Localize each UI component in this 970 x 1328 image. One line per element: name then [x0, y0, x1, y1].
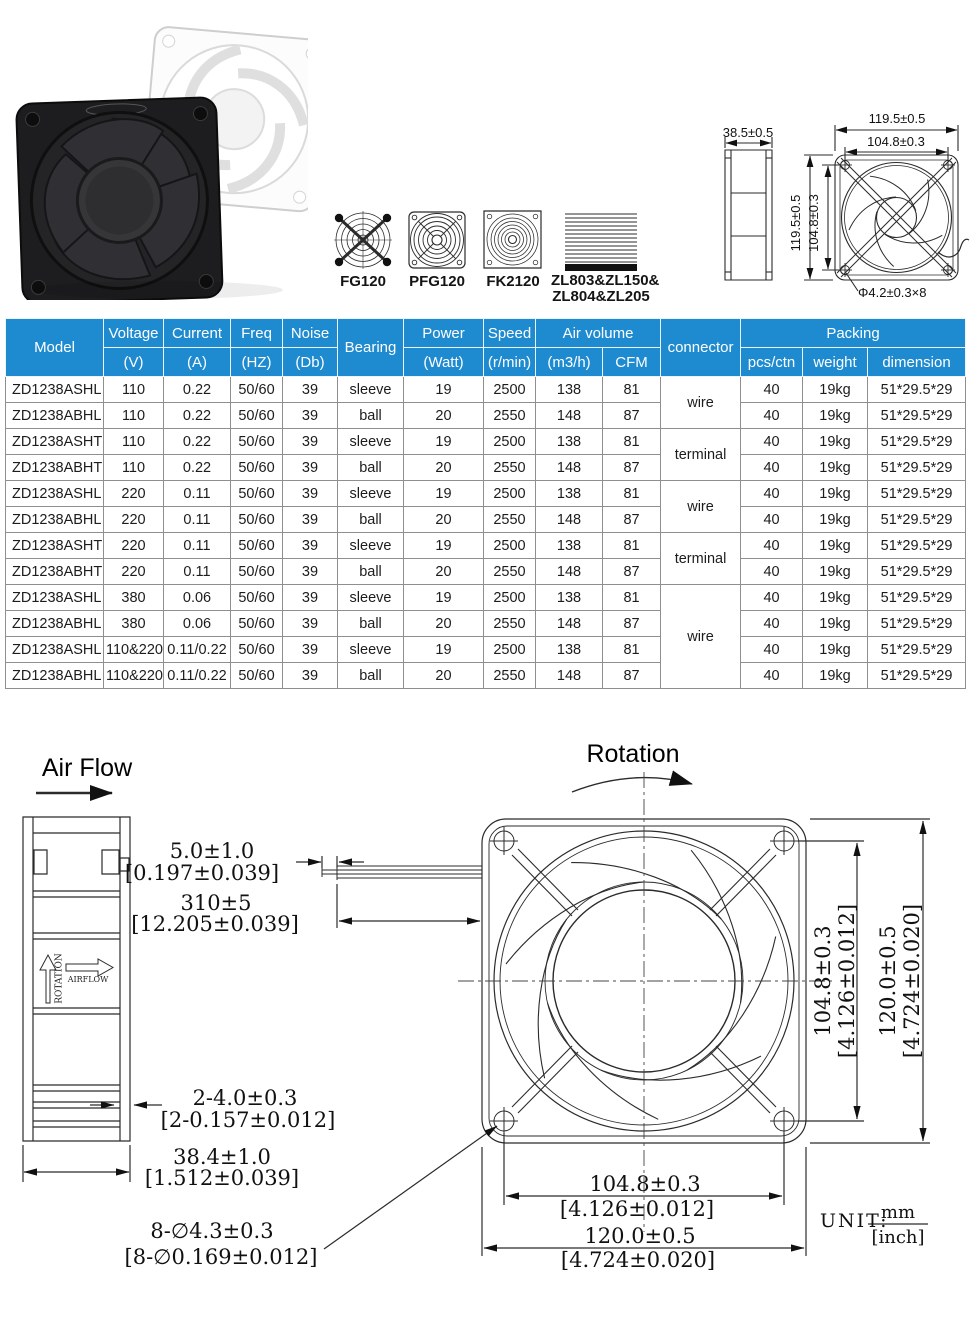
cell-model: ZD1238ABHT	[6, 559, 104, 585]
cell-voltage: 110	[104, 455, 164, 481]
mounting-holes-small	[838, 158, 955, 277]
cell-m3h: 138	[536, 429, 603, 455]
cell-dim: 51*29.5*29	[868, 637, 966, 663]
cell-speed: 2550	[484, 403, 536, 429]
header-power-unit: (Watt)	[404, 348, 484, 377]
dim-hole-pitch-width: 104.8±0.3	[867, 134, 925, 149]
cell-pcs: 40	[741, 507, 803, 533]
cell-speed: 2500	[484, 637, 536, 663]
cell-weight: 19kg	[803, 403, 868, 429]
cell-pcs: 40	[741, 455, 803, 481]
cell-cfm: 81	[603, 585, 661, 611]
plastic-grill-icon	[409, 212, 465, 268]
cell-model: ZD1238ASHL	[6, 377, 104, 403]
filter-stack-icon	[565, 214, 637, 271]
dim-hole-pitch-h-mm: 104.8±0.3	[589, 1172, 701, 1196]
rotation-side-label: ROTATION	[54, 953, 65, 1004]
cell-connector: wire	[661, 585, 741, 689]
cell-model: ZD1238ASHL	[6, 637, 104, 663]
header-current: Current	[164, 319, 231, 348]
cell-speed: 2550	[484, 507, 536, 533]
cell-current: 0.11	[164, 559, 231, 585]
cell-freq: 50/60	[231, 585, 283, 611]
cell-bearing: sleeve	[338, 481, 404, 507]
dim-wire-mm: 310±5	[180, 891, 252, 915]
spec-table	[5, 318, 966, 689]
cell-power: 20	[404, 611, 484, 637]
cell-weight: 19kg	[803, 533, 868, 559]
cell-dim: 51*29.5*29	[868, 403, 966, 429]
accessory-label-zl-line2: ZL804&ZL205	[552, 288, 650, 305]
cell-current: 0.11	[164, 507, 231, 533]
dim-holes-mm: 8-∅4.3±0.3	[150, 1219, 274, 1243]
cell-power: 20	[404, 455, 484, 481]
cell-dim: 51*29.5*29	[868, 533, 966, 559]
cell-freq: 50/60	[231, 559, 283, 585]
cell-voltage: 110	[104, 377, 164, 403]
cell-model: ZD1238ABHL	[6, 403, 104, 429]
cell-current: 0.11	[164, 533, 231, 559]
cell-bearing: sleeve	[338, 585, 404, 611]
unit-inch: [inch]	[871, 1227, 925, 1248]
unit-mm: mm	[880, 1202, 916, 1223]
cell-current: 0.22	[164, 455, 231, 481]
cell-pcs: 40	[741, 403, 803, 429]
cell-power: 19	[404, 429, 484, 455]
cell-power: 19	[404, 637, 484, 663]
dim-hole-pitch-h-inch: [4.126±0.012]	[559, 1197, 715, 1221]
dim-frame-v-mm: 120.0±0.5	[876, 925, 900, 1037]
cell-power: 20	[404, 559, 484, 585]
dim-depth-inch: [1.512±0.039]	[144, 1166, 300, 1190]
header-speed-unit: (r/min)	[484, 348, 536, 377]
cell-pcs: 40	[741, 637, 803, 663]
header-voltage-unit: (V)	[104, 348, 164, 377]
cell-m3h: 138	[536, 533, 603, 559]
table-row	[6, 559, 966, 585]
cell-cfm: 81	[603, 533, 661, 559]
cell-pcs: 40	[741, 377, 803, 403]
cell-dim: 51*29.5*29	[868, 611, 966, 637]
wire-grill-icon	[334, 211, 392, 269]
cell-dim: 51*29.5*29	[868, 429, 966, 455]
cell-pcs: 40	[741, 585, 803, 611]
lead-wires	[322, 864, 482, 880]
cell-cfm: 87	[603, 611, 661, 637]
cell-noise: 39	[283, 611, 338, 637]
cell-model: ZD1238ASHT	[6, 429, 104, 455]
table-row	[6, 403, 966, 429]
cell-pcs: 40	[741, 533, 803, 559]
dim-frame-width: 119.5±0.5	[868, 111, 926, 126]
cell-bearing: ball	[338, 559, 404, 585]
rotation-arc-arrow	[572, 778, 692, 792]
accessory-label-fk2120: FK2120	[486, 273, 540, 290]
cell-bearing: ball	[338, 611, 404, 637]
cell-power: 20	[404, 507, 484, 533]
cell-power: 20	[404, 663, 484, 689]
cell-m3h: 138	[536, 377, 603, 403]
header-weight: weight	[803, 348, 868, 377]
cell-voltage: 220	[104, 481, 164, 507]
cell-connector: wire	[661, 481, 741, 533]
cell-connector: wire	[661, 377, 741, 429]
table-row	[6, 507, 966, 533]
dim-frame-v-inch: [4.724±0.020]	[900, 903, 924, 1059]
cell-bearing: ball	[338, 455, 404, 481]
cell-weight: 19kg	[803, 377, 868, 403]
header-pcs: pcs/ctn	[741, 348, 803, 377]
header-air-volume: Air volume	[536, 319, 661, 348]
cell-cfm: 87	[603, 663, 661, 689]
cell-noise: 39	[283, 663, 338, 689]
cell-bearing: ball	[338, 403, 404, 429]
cell-bearing: sleeve	[338, 637, 404, 663]
cell-model: ZD1238ABHL	[6, 611, 104, 637]
cell-dim: 51*29.5*29	[868, 481, 966, 507]
cell-current: 0.22	[164, 377, 231, 403]
header-freq: Freq	[231, 319, 283, 348]
header-noise: Noise	[283, 319, 338, 348]
table-row	[6, 429, 966, 455]
table-row	[6, 637, 966, 663]
cell-weight: 19kg	[803, 637, 868, 663]
header-dimension: dimension	[868, 348, 966, 377]
table-row	[6, 533, 966, 559]
cell-noise: 39	[283, 533, 338, 559]
cell-weight: 19kg	[803, 611, 868, 637]
header-connector: connector	[661, 319, 741, 377]
cell-freq: 50/60	[231, 611, 283, 637]
dim-holes-inch: [8-∅0.169±0.012]	[124, 1245, 318, 1269]
cell-weight: 19kg	[803, 429, 868, 455]
cell-bearing: ball	[338, 507, 404, 533]
dim-wire-inch: [12.205±0.039]	[131, 912, 299, 936]
cell-current: 0.11/0.22	[164, 663, 231, 689]
cell-noise: 39	[283, 559, 338, 585]
cell-speed: 2500	[484, 533, 536, 559]
cell-voltage: 380	[104, 611, 164, 637]
table-row	[6, 663, 966, 689]
cell-noise: 39	[283, 507, 338, 533]
dim-hole-pitch-v-mm: 104.8±0.3	[811, 925, 835, 1037]
cell-current: 0.22	[164, 429, 231, 455]
cell-m3h: 148	[536, 455, 603, 481]
accessory-label-pfg120: PFG120	[409, 273, 465, 290]
cell-cfm: 87	[603, 455, 661, 481]
cell-model: ZD1238ABHT	[6, 455, 104, 481]
airflow-title: Air Flow	[41, 754, 133, 782]
cell-dim: 51*29.5*29	[868, 377, 966, 403]
cell-power: 19	[404, 377, 484, 403]
airflow-side-label: AIRFLOW	[67, 975, 109, 984]
cell-voltage: 110&220	[104, 637, 164, 663]
cell-current: 0.06	[164, 611, 231, 637]
cell-speed: 2500	[484, 377, 536, 403]
cell-m3h: 138	[536, 585, 603, 611]
cell-connector: terminal	[661, 533, 741, 585]
cell-model: ZD1238ABHL	[6, 507, 104, 533]
cell-freq: 50/60	[231, 481, 283, 507]
cell-freq: 50/60	[231, 377, 283, 403]
cell-model: ZD1238ASHL	[6, 481, 104, 507]
cell-pcs: 40	[741, 559, 803, 585]
cell-model: ZD1238ABHL	[6, 663, 104, 689]
cell-noise: 39	[283, 377, 338, 403]
cell-freq: 50/60	[231, 533, 283, 559]
dim-hole-pitch-height: 104.8±0.3	[806, 194, 821, 252]
cell-cfm: 81	[603, 429, 661, 455]
product-photo	[8, 20, 308, 300]
cell-cfm: 87	[603, 403, 661, 429]
cell-pcs: 40	[741, 663, 803, 689]
cell-freq: 50/60	[231, 455, 283, 481]
cell-voltage: 380	[104, 585, 164, 611]
cell-current: 0.11/0.22	[164, 637, 231, 663]
cell-freq: 50/60	[231, 403, 283, 429]
header-air-m3h: (m3/h)	[536, 348, 603, 377]
cell-speed: 2550	[484, 611, 536, 637]
cell-model: ZD1238ASHT	[6, 533, 104, 559]
cell-weight: 19kg	[803, 559, 868, 585]
cell-cfm: 87	[603, 559, 661, 585]
front-fan-black	[16, 97, 223, 300]
cell-freq: 50/60	[231, 507, 283, 533]
cell-speed: 2500	[484, 429, 536, 455]
dim-rib-mm: 2-4.0±0.3	[192, 1086, 298, 1110]
cell-noise: 39	[283, 585, 338, 611]
cell-weight: 19kg	[803, 663, 868, 689]
dim-lead-inch: [0.197±0.039]	[124, 861, 280, 885]
cell-power: 19	[404, 585, 484, 611]
cell-weight: 19kg	[803, 585, 868, 611]
header-speed: Speed	[484, 319, 536, 348]
cell-freq: 50/60	[231, 663, 283, 689]
cell-voltage: 110	[104, 403, 164, 429]
header-air-cfm: CFM	[603, 348, 661, 377]
cell-bearing: ball	[338, 663, 404, 689]
metal-guard-icon	[484, 211, 541, 268]
cell-current: 0.06	[164, 585, 231, 611]
cell-pcs: 40	[741, 481, 803, 507]
cell-voltage: 110&220	[104, 663, 164, 689]
dim-depth-top: 38.5±0.5	[722, 125, 774, 140]
cell-bearing: sleeve	[338, 429, 404, 455]
cell-bearing: sleeve	[338, 533, 404, 559]
header-current-unit: (A)	[164, 348, 231, 377]
cell-speed: 2550	[484, 455, 536, 481]
cell-dim: 51*29.5*29	[868, 507, 966, 533]
dim-lead-mm: 5.0±1.0	[169, 839, 255, 863]
cell-m3h: 148	[536, 403, 603, 429]
accessory-icons	[325, 200, 655, 280]
header-packing: Packing	[741, 319, 966, 348]
cell-voltage: 110	[104, 429, 164, 455]
header-bearing: Bearing	[338, 319, 404, 377]
cell-pcs: 40	[741, 611, 803, 637]
cell-weight: 19kg	[803, 507, 868, 533]
cell-dim: 51*29.5*29	[868, 585, 966, 611]
table-row	[6, 585, 966, 611]
cell-power: 20	[404, 403, 484, 429]
cell-dim: 51*29.5*29	[868, 663, 966, 689]
dim-rib-inch: [2-0.157±0.012]	[160, 1108, 336, 1132]
unit-label: UNIT:	[820, 1210, 889, 1232]
dim-hole-note: Φ4.2±0.3×8	[858, 285, 927, 300]
cell-voltage: 220	[104, 507, 164, 533]
cell-m3h: 138	[536, 481, 603, 507]
rotation-title: Rotation	[586, 740, 680, 768]
side-view-small	[725, 150, 772, 280]
cell-cfm: 87	[603, 507, 661, 533]
cell-freq: 50/60	[231, 429, 283, 455]
cell-noise: 39	[283, 455, 338, 481]
cell-power: 19	[404, 533, 484, 559]
table-header	[6, 319, 966, 377]
accessory-label-fg120: FG120	[340, 273, 386, 290]
cell-weight: 19kg	[803, 481, 868, 507]
cell-m3h: 148	[536, 507, 603, 533]
cell-voltage: 220	[104, 533, 164, 559]
table-row	[6, 455, 966, 481]
accessory-label-zl-line1: ZL803&ZL150&	[551, 272, 660, 289]
cell-noise: 39	[283, 403, 338, 429]
header-noise-unit: (Db)	[283, 348, 338, 377]
dim-frame-h-inch: [4.724±0.020]	[560, 1248, 716, 1272]
cell-noise: 39	[283, 481, 338, 507]
table-body	[6, 377, 966, 689]
cell-speed: 2550	[484, 559, 536, 585]
header-voltage: Voltage	[104, 319, 164, 348]
cell-freq: 50/60	[231, 637, 283, 663]
cell-cfm: 81	[603, 637, 661, 663]
header-model: Model	[6, 319, 104, 377]
cell-current: 0.11	[164, 481, 231, 507]
dim-depth-mm: 38.4±1.0	[173, 1145, 271, 1169]
cell-bearing: sleeve	[338, 377, 404, 403]
cell-dim: 51*29.5*29	[868, 559, 966, 585]
cell-pcs: 40	[741, 429, 803, 455]
dim-frame-height: 119.5±0.5	[788, 194, 803, 252]
cell-noise: 39	[283, 637, 338, 663]
table-row	[6, 481, 966, 507]
cell-speed: 2550	[484, 663, 536, 689]
photo-reflection	[33, 281, 283, 299]
header-power: Power	[404, 319, 484, 348]
dim-frame-h-mm: 120.0±0.5	[584, 1224, 696, 1248]
airflow-outline-arrow	[66, 959, 113, 976]
cell-noise: 39	[283, 429, 338, 455]
cell-m3h: 138	[536, 637, 603, 663]
cell-cfm: 81	[603, 377, 661, 403]
cell-weight: 19kg	[803, 455, 868, 481]
cell-m3h: 148	[536, 611, 603, 637]
front-view-small	[835, 155, 969, 280]
cell-m3h: 148	[536, 663, 603, 689]
front-view-drawing	[458, 772, 836, 1232]
cell-power: 19	[404, 481, 484, 507]
header-freq-unit: (HZ)	[231, 348, 283, 377]
table-row	[6, 377, 966, 403]
cell-voltage: 220	[104, 559, 164, 585]
table-row	[6, 611, 966, 637]
cell-model: ZD1238ASHL	[6, 585, 104, 611]
cell-current: 0.22	[164, 403, 231, 429]
cell-speed: 2500	[484, 585, 536, 611]
dim-hole-pitch-v-inch: [4.126±0.012]	[835, 903, 859, 1059]
cell-connector: terminal	[661, 429, 741, 481]
cell-m3h: 148	[536, 559, 603, 585]
cell-speed: 2500	[484, 481, 536, 507]
cell-dim: 51*29.5*29	[868, 455, 966, 481]
cell-cfm: 81	[603, 481, 661, 507]
